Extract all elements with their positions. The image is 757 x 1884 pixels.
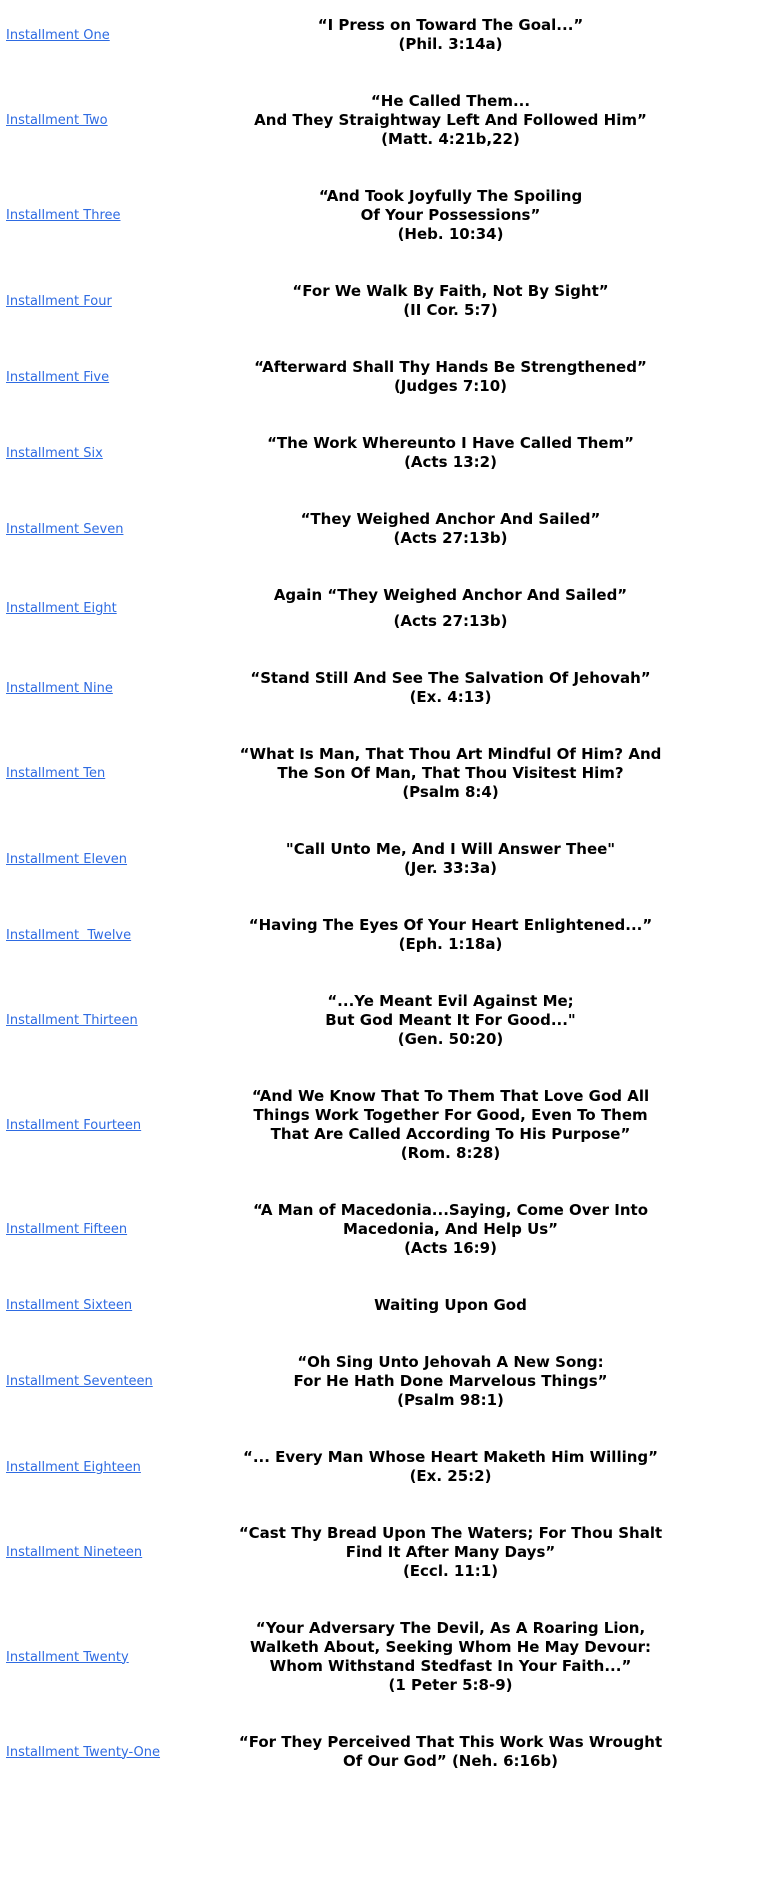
installment-title-line: (Ex. 25:2): [409, 1467, 492, 1485]
installment-link[interactable]: Installment Eleven: [6, 851, 128, 867]
installment-title: [150, 510, 757, 548]
installment-link[interactable]: Installment Three: [6, 208, 121, 223]
installment-row: [0, 1353, 757, 1410]
installment-title-line: Of Your Possessions”: [360, 206, 541, 224]
installments-list: [0, 16, 757, 1771]
installment-title-line: (Heb. 10:34): [397, 225, 504, 243]
installment-row: [0, 1733, 757, 1771]
installment-row: [0, 1087, 757, 1163]
installment-link[interactable]: Installment Eighteen: [6, 1459, 141, 1475]
installment-link[interactable]: Installment One: [6, 27, 110, 43]
installment-title-line: (Acts 13:2): [404, 453, 497, 471]
installment-title-line: “What Is Man, That Thou Art Mindful Of Him? And: [239, 745, 662, 763]
installment-title-line: “Stand Still And See The Salvation Of Jehovah”: [250, 669, 651, 687]
installment-title-line: “Oh Sing Unto Jehovah A New Song:: [297, 1353, 604, 1371]
installment-title: [150, 1733, 757, 1771]
installment-link[interactable]: Installment Seventeen: [6, 1374, 153, 1389]
installment-title-line: Of Our God” (Neh. 6:16b): [342, 1752, 559, 1770]
installment-title-line: (Acts 27:13b): [393, 612, 508, 630]
installment-title: [150, 1201, 757, 1258]
installment-title-line: “Having The Eyes Of Your Heart Enlightened...”: [248, 916, 653, 934]
installment-title-line: “For They Perceived That This Work Was Wrought: [238, 1733, 663, 1751]
installment-title-line: (Rom. 8:28): [400, 1144, 501, 1162]
installment-title: [150, 1524, 757, 1581]
installment-title-line: Things Work Together For Good, Even To Them: [253, 1106, 648, 1124]
installment-title-line: That Are Called According To His Purpose”: [270, 1125, 631, 1143]
installment-title-line: (II Cor. 5:7): [403, 301, 498, 319]
installment-title-line: Walketh About, Seeking Whom He May Devour:: [249, 1638, 652, 1656]
installment-title-line: “They Weighed Anchor And Sailed”: [300, 510, 601, 528]
installment-title: [150, 586, 757, 631]
installment-link[interactable]: Installment Five: [6, 369, 110, 385]
installment-title: [150, 358, 757, 396]
installment-link[interactable]: Installment Eight: [6, 601, 117, 616]
installment-title: [150, 282, 757, 320]
installment-title-line: (Matt. 4:21b,22): [381, 130, 520, 148]
installment-link[interactable]: Installment Nineteen: [6, 1545, 143, 1560]
installment-row: [0, 434, 757, 472]
installment-title: [150, 1087, 757, 1163]
installment-link[interactable]: Installment Sixteen: [6, 1298, 133, 1313]
installment-link[interactable]: Installment Twenty-One: [6, 1744, 161, 1760]
installment-row: [0, 745, 757, 802]
installment-link[interactable]: Installment Fifteen: [6, 1222, 128, 1237]
installment-title: [150, 669, 757, 707]
installment-title-line: Again “They Weighed Anchor And Sailed”: [273, 586, 628, 604]
installment-row: [0, 1201, 757, 1258]
installment-row: [0, 992, 757, 1049]
installment-row: [0, 586, 757, 631]
installment-link[interactable]: Installment Ten: [6, 766, 106, 781]
installment-title-line: “I Press on Toward The Goal...”: [317, 16, 584, 34]
installment-title: [150, 1353, 757, 1410]
installment-row: [0, 510, 757, 548]
installment-row: [0, 358, 757, 396]
installment-title: [150, 916, 757, 954]
installment-link[interactable]: Installment Fourteen: [6, 1117, 142, 1133]
installment-title: [150, 187, 757, 244]
installment-title-line: (Acts 27:13b): [393, 529, 508, 547]
installment-title-line: “For We Walk By Faith, Not By Sight”: [292, 282, 609, 300]
installment-title: [150, 434, 757, 472]
installment-title-line: Waiting Upon God: [374, 1296, 527, 1314]
installment-title: [150, 92, 757, 149]
installment-title-line: “The Work Whereunto I Have Called Them”: [267, 434, 634, 452]
installment-title-line: Find It After Many Days”: [345, 1543, 556, 1561]
installment-title-line: “Afterward Shall Thy Hands Be Strengthened”: [254, 358, 647, 376]
installment-row: [0, 840, 757, 878]
installment-row: [0, 916, 757, 954]
installment-title: [150, 16, 757, 54]
installment-title-line: And They Straightway Left And Followed Him”: [254, 111, 647, 129]
installment-title-line: (Ex. 4:13): [409, 688, 492, 706]
installment-row: [0, 16, 757, 54]
installment-title-line: “Your Adversary The Devil, As A Roaring Lion,: [255, 1619, 646, 1637]
installment-title-line: “...Ye Meant Evil Against Me;: [327, 992, 574, 1010]
installment-title-line: The Son Of Man, That Thou Visitest Him?: [277, 764, 624, 782]
installment-link[interactable]: Installment Nine: [6, 680, 113, 696]
installment-row: [0, 187, 757, 244]
installment-link[interactable]: Installment Two: [6, 113, 108, 128]
installment-title-line: Macedonia, And Help Us”: [342, 1220, 559, 1238]
installment-title-line: (1 Peter 5:8-9): [388, 1676, 513, 1694]
installment-title: [150, 1296, 757, 1315]
installment-row: [0, 1619, 757, 1695]
installment-title: [150, 1619, 757, 1695]
installment-link[interactable]: Installment Six: [6, 445, 103, 461]
installment-title-line: For He Hath Done Marvelous Things”: [293, 1372, 608, 1390]
installment-title-line: (Judges 7:10): [393, 377, 508, 395]
installment-title-line: “He Called Them...: [370, 92, 531, 110]
installment-title-line: (Eccl. 11:1): [402, 1562, 499, 1580]
installment-title-line: (Jer. 33:3a): [403, 859, 498, 877]
installment-link[interactable]: Installment Twenty: [6, 1649, 129, 1665]
installment-title-line: (Acts 16:9): [404, 1239, 497, 1257]
installment-title-line: (Psalm 8:4): [402, 783, 499, 801]
installment-row: [0, 92, 757, 149]
installment-row: [0, 1524, 757, 1581]
installment-title-line: (Phil. 3:14a): [398, 35, 503, 53]
installment-title: [150, 1448, 757, 1486]
installment-row: [0, 1448, 757, 1486]
installment-row: [0, 282, 757, 320]
installment-title-line: But God Meant It For Good...": [325, 1011, 576, 1029]
installment-title-line: “And Took Joyfully The Spoiling: [318, 187, 583, 205]
installment-row: [0, 669, 757, 707]
installment-title: [150, 840, 757, 878]
installment-title-line: “A Man of Macedonia...Saying, Come Over Into: [252, 1201, 649, 1219]
installment-title: [150, 992, 757, 1049]
installment-title: [150, 745, 757, 802]
installment-title-line: “And We Know That To Them That Love God All: [251, 1087, 650, 1105]
installment-link[interactable]: Installment Four: [6, 293, 112, 309]
installment-title-line: (Eph. 1:18a): [398, 935, 503, 953]
installment-title-line: (Psalm 98:1): [397, 1391, 504, 1409]
installment-title-line: (Gen. 50:20): [397, 1030, 504, 1048]
installment-title-line: “Cast Thy Bread Upon The Waters; For Thou Shalt: [238, 1524, 663, 1542]
installment-title-line: “... Every Man Whose Heart Maketh Him Willing”: [242, 1448, 658, 1466]
installment-link[interactable]: Installment Twelve: [6, 927, 132, 943]
installment-title-line: Whom Withstand Stedfast In Your Faith...”: [269, 1657, 632, 1675]
installment-row: [0, 1296, 757, 1315]
installment-title-line: "Call Unto Me, And I Will Answer Thee": [285, 840, 616, 858]
installment-link[interactable]: Installment Seven: [6, 521, 124, 537]
installment-link[interactable]: Installment Thirteen: [6, 1013, 138, 1028]
